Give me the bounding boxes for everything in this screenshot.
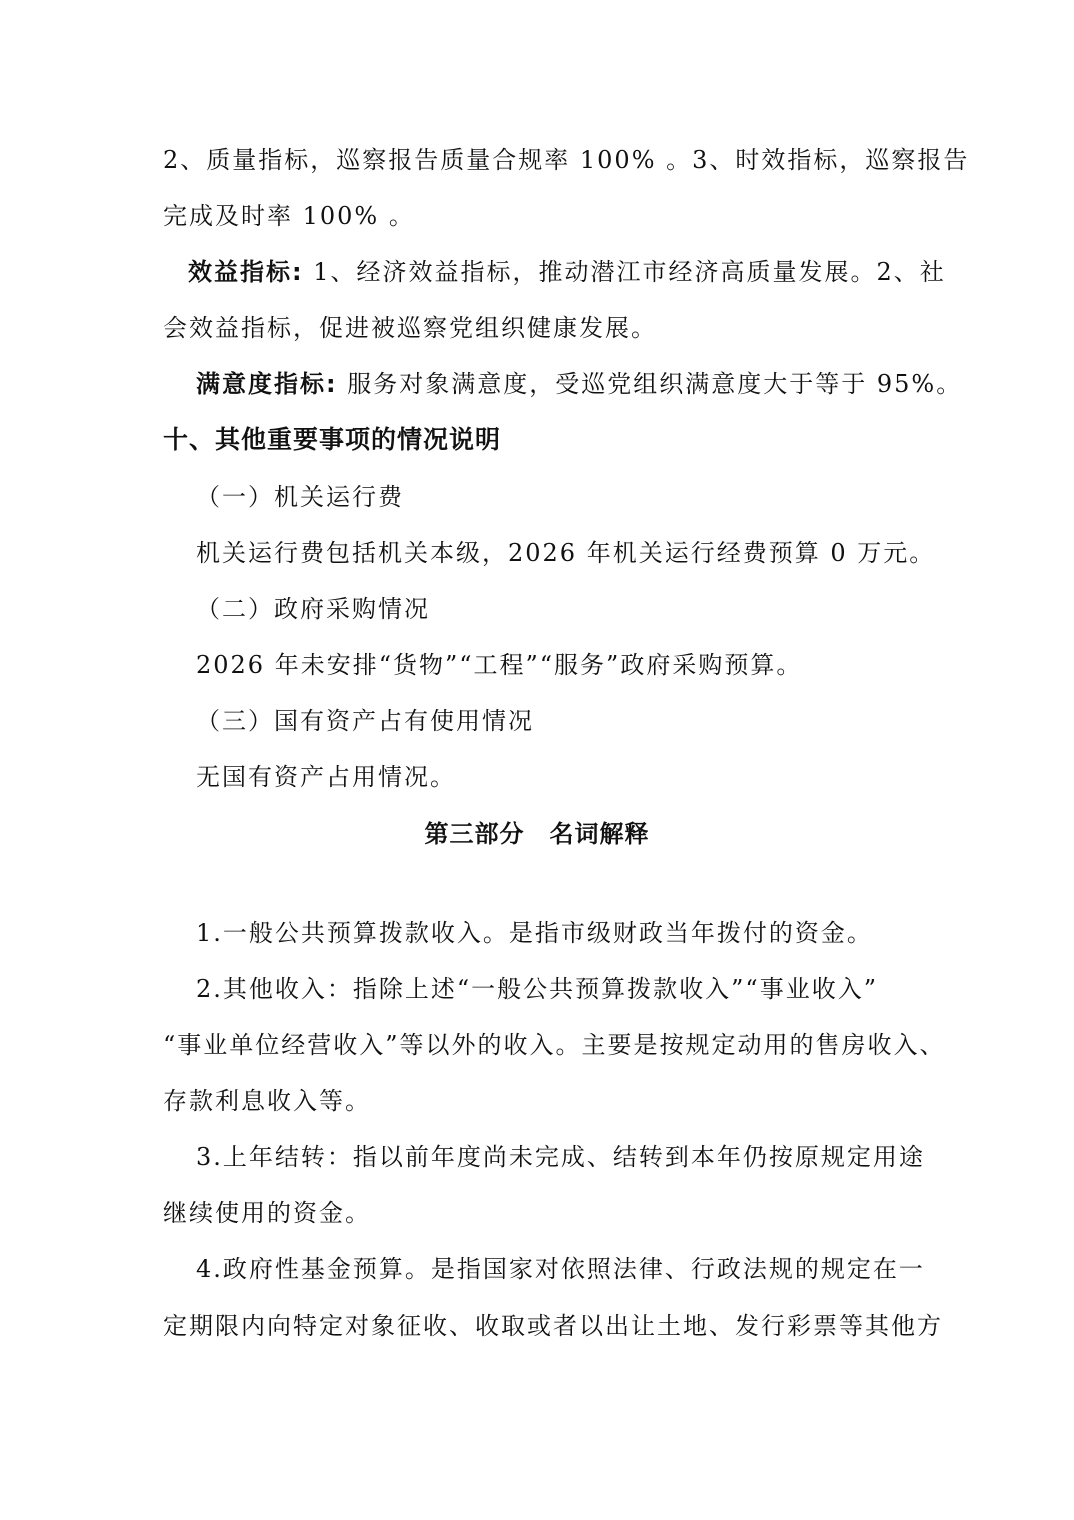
part3-title: 第三部分 名词解释 — [424, 820, 650, 848]
section10-sub3-title: （三）国有资产占有使用情况 — [196, 707, 534, 735]
section10-sub1-title: （一）机关运行费 — [196, 483, 404, 511]
glossary-item2-line2: “事业单位经营收入”等以外的收入。主要是按规定动用的售房收入、 — [163, 1031, 946, 1059]
satisfaction-indicator-text: 服务对象满意度，受巡党组织满意度大于等于 95%。 — [337, 370, 963, 398]
benefit-indicator-text: 1、经济效益指标，推动潜江市经济高质量发展。2、社 — [303, 258, 946, 286]
benefit-indicator-label: 效益指标: — [188, 258, 304, 286]
benefit-indicator-line1 — [188, 252, 946, 292]
section10-sub2-text: 2026 年未安排“货物”“工程”“服务”政府采购预算。 — [196, 651, 803, 679]
glossary-item3-line2: 继续使用的资金。 — [163, 1199, 371, 1227]
glossary-item4-line2: 定期限内向特定对象征收、收取或者以出让土地、发行彩票等其他方 — [163, 1312, 943, 1340]
section10-sub2-title: （二）政府采购情况 — [196, 595, 430, 623]
benefit-indicator-line2: 会效益指标，促进被巡察党组织健康发展。 — [163, 314, 657, 342]
quality-indicator-line2: 完成及时率 100% 。 — [163, 202, 415, 230]
glossary-item2-line1: 2.其他收入：指除上述“一般公共预算拨款收入”“事业收入” — [196, 975, 878, 1003]
glossary-item1: 1.一般公共预算拨款收入。是指市级财政当年拨付的资金。 — [196, 919, 873, 947]
quality-indicator-line1: 2、质量指标，巡察报告质量合规率 100% 。3、时效指标，巡察报告 — [163, 146, 970, 174]
satisfaction-indicator-label: 满意度指标: — [196, 370, 338, 398]
glossary-item4-line1: 4.政府性基金预算。是指国家对依照法律、行政法规的规定在一 — [196, 1255, 925, 1283]
glossary-item2-line3: 存款利息收入等。 — [163, 1087, 371, 1115]
section10-sub1-text: 机关运行费包括机关本级，2026 年机关运行经费预算 0 万元。 — [196, 539, 936, 567]
section10-sub3-text: 无国有资产占用情况。 — [196, 763, 456, 791]
satisfaction-indicator — [196, 364, 962, 404]
section10-heading: 十、其他重要事项的情况说明 — [163, 425, 502, 454]
glossary-item3-line1: 3.上年结转：指以前年度尚未完成、结转到本年仍按原规定用途 — [196, 1143, 925, 1171]
